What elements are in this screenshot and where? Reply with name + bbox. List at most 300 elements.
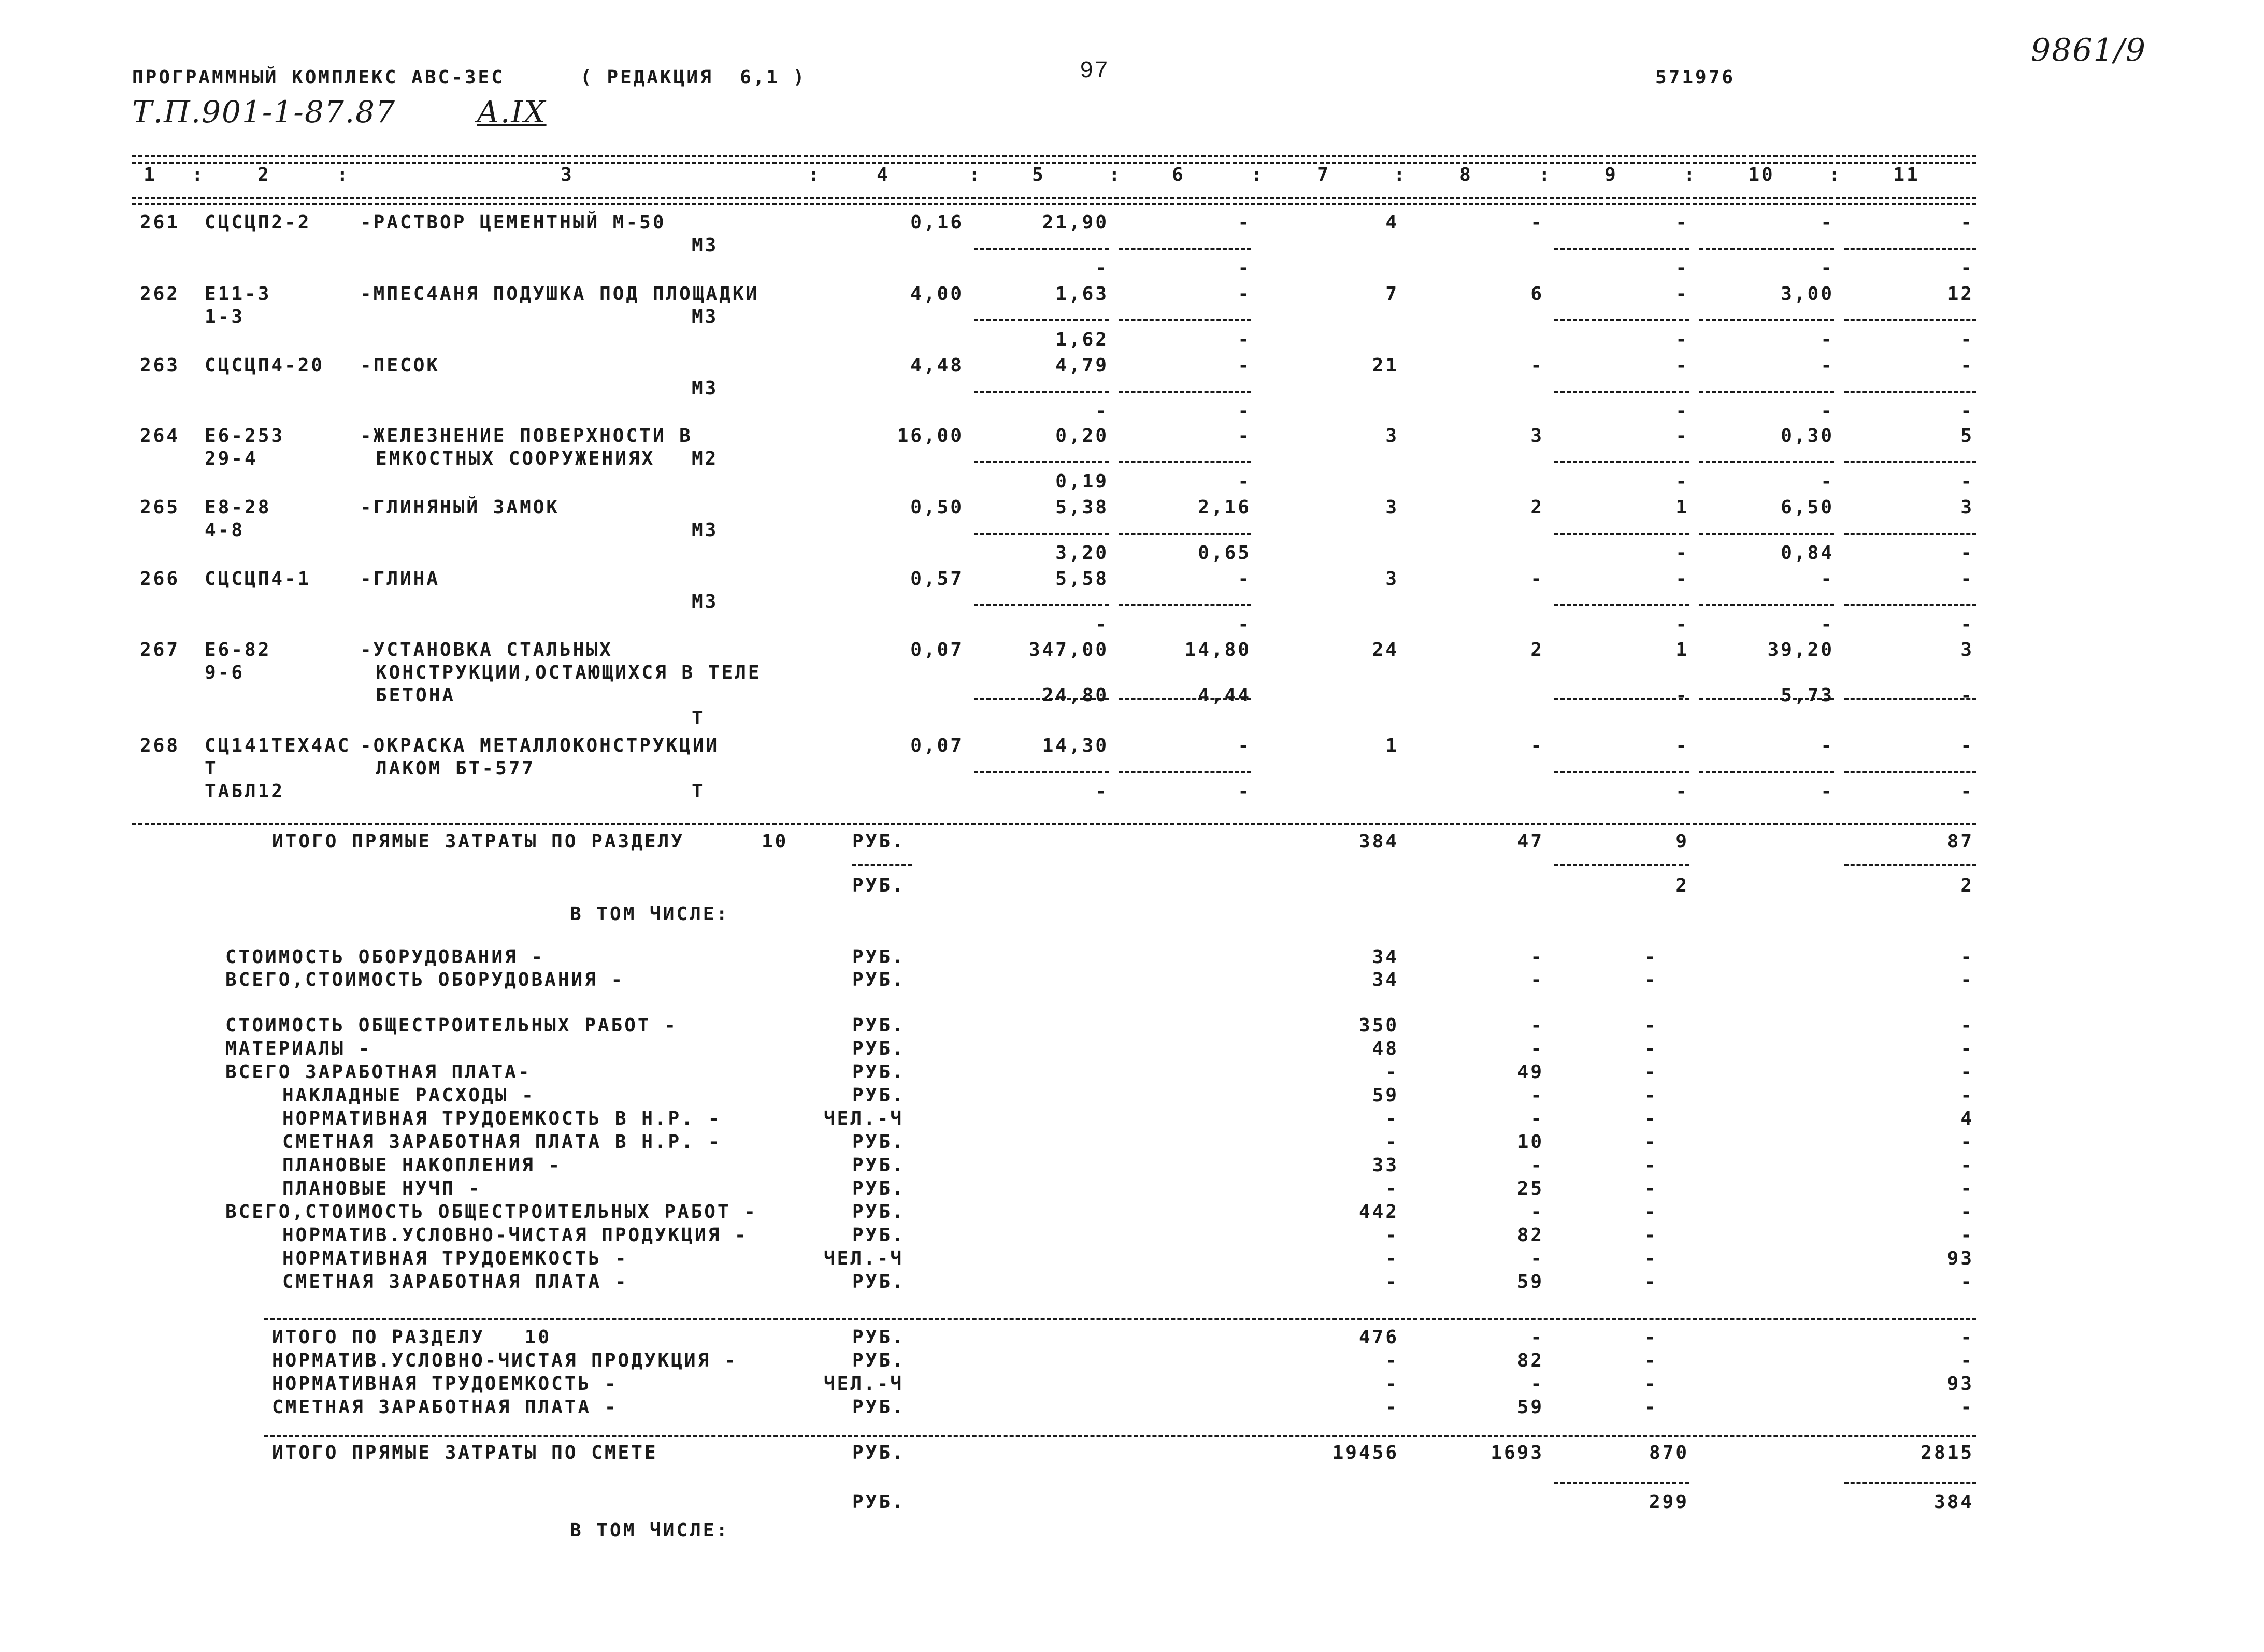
row-c6b: - [1238,781,1251,802]
summary-col11: - [1960,1350,1974,1371]
row-c9b: - [1675,614,1689,635]
summary-col8: - [1530,1201,1544,1223]
summary-col7: 442 [1358,1201,1399,1223]
row-c9b: - [1675,685,1689,706]
row-unit: Т [692,708,705,729]
row-name: -ГЛИНЯНЫЙ ЗАМОК [360,497,560,518]
cell-divider [1554,604,1689,606]
unit-underline [852,864,912,866]
cell-divider [1554,461,1689,463]
row-c8: 3 [1530,425,1544,447]
row-c11: - [1960,355,1974,376]
row-c9b: - [1675,400,1689,422]
summary-col9: - [1644,1131,1658,1153]
edition-label: ( РЕДАКЦИЯ 6,1 ) [580,67,807,88]
row-c5b: 24,80 [1042,685,1109,706]
row-c9: - [1675,283,1689,305]
row-c10: - [1821,568,1834,590]
row-c7: 3 [1385,425,1399,447]
grand-total-rule [264,1435,1976,1437]
col-header-6: 6 [1172,164,1185,185]
row-code-2: 29-4 [205,448,258,469]
row-c7: 4 [1385,212,1399,233]
summary-col8: 59 [1517,1271,1544,1292]
row-c11b: - [1960,329,1974,350]
handwritten-doc-ref: Т.П.901-1-87.87 [132,94,396,130]
summary-label: НОРМАТИВ.УСЛОВНО-ЧИСТАЯ ПРОДУКЦИЯ - [282,1225,748,1246]
cell-divider [1844,319,1976,321]
row-c8: - [1530,735,1544,756]
col-separator: : [1109,164,1122,185]
cell-divider [1699,604,1834,606]
summary-col11: - [1960,1397,1974,1418]
archive-stamp: 9861/9 [2031,32,2147,68]
row-unit: М3 [692,520,719,541]
row-c5b: - [1095,257,1109,279]
col9-underline [1554,864,1689,866]
col-separator: : [337,164,350,185]
section-total-col11-b: 2 [1960,875,1974,896]
row-c11: 5 [1960,425,1974,447]
row-name: -УСТАНОВКА СТАЛЬНЫХ [360,639,613,660]
summary-col7: 34 [1372,969,1399,990]
summary-unit: РУБ. [852,1061,906,1083]
summary-label: НОРМАТИВНАЯ ТРУДОЕМКОСТЬ В Н.Р. - [282,1108,722,1129]
col-header-11: 11 [1893,164,1920,185]
grand-total-col11-b: 384 [1933,1491,1974,1513]
summary-col11: 93 [1947,1248,1974,1269]
row-c10: 6,50 [1781,497,1834,518]
cell-divider [1554,319,1689,321]
summary-label: СМЕТНАЯ ЗАРАБОТНАЯ ПЛАТА - [272,1397,618,1418]
section-total-col9: 9 [1675,831,1689,852]
summary-label: НОРМАТИВНАЯ ТРУДОЕМКОСТЬ - [282,1248,628,1269]
row-c6b: - [1238,257,1251,279]
summary-col9: - [1644,1397,1658,1418]
summary-col9: - [1644,1061,1658,1083]
summary-label: СТОИМОСТЬ ОБЩЕСТРОИТЕЛЬНЫХ РАБОТ - [225,1015,678,1036]
summary-col11: - [1960,1271,1974,1292]
cell-divider [1119,771,1251,773]
col-separator: : [1394,164,1407,185]
row-c7: 21 [1372,355,1399,376]
row-c10: - [1821,355,1834,376]
header-rule-bottom [132,197,1976,199]
row-code-3: ТАБЛ12 [205,781,285,802]
row-c6: - [1238,425,1251,447]
row-c11: - [1960,212,1974,233]
row-c10b: - [1821,471,1834,492]
summary-unit: РУБ. [852,1178,906,1199]
handwritten-album: А.IX [477,94,547,130]
col9-underline [1554,1482,1689,1484]
summary-unit: ЧЕЛ.-Ч [824,1248,904,1269]
row-c5: 21,90 [1042,212,1109,233]
row-c11: - [1960,568,1974,590]
cell-divider [1699,461,1834,463]
cell-divider [974,391,1109,393]
row-unit: М3 [692,591,719,612]
row-code: СЦСЦП4-20 [205,355,325,376]
summary-col9: - [1644,1155,1658,1176]
summary-col7: - [1385,1225,1399,1246]
row-quantity: 16,00 [897,425,964,447]
row-c10b: - [1821,614,1834,635]
including-label: В ТОМ ЧИСЛЕ: [570,903,730,925]
cell-divider [1699,771,1834,773]
row-c10b: 5,73 [1781,685,1834,706]
row-c11: 3 [1960,497,1974,518]
row-code: Е11-3 [205,283,271,305]
summary-col7: 350 [1358,1015,1399,1036]
row-code-2: Т [205,758,218,779]
row-c11: 12 [1947,283,1974,305]
row-unit: М3 [692,306,719,327]
summary-unit: ЧЕЛ.-Ч [824,1373,904,1395]
summary-unit: РУБ. [852,946,906,968]
row-c6: - [1238,735,1251,756]
summary-col9: - [1644,1201,1658,1223]
summary-col7: 33 [1372,1155,1399,1176]
cell-divider [1119,391,1251,393]
header-rule-bottom-2 [132,203,1976,205]
summary-unit: ЧЕЛ.-Ч [824,1108,904,1129]
cell-divider [1844,698,1976,700]
row-c9: 1 [1675,497,1689,518]
row-c6b: 0,65 [1198,542,1251,564]
col11-underline [1844,864,1976,866]
row-c11b: - [1960,400,1974,422]
grand-total-col9: 870 [1649,1442,1689,1463]
summary-col9: - [1644,969,1658,990]
summary-label: ИТОГО ПО РАЗДЕЛУ 10 [272,1327,552,1348]
cell-divider [1844,248,1976,250]
summary-col7: - [1385,1178,1399,1199]
row-number: 262 [140,283,180,305]
summary-col7: 34 [1372,946,1399,968]
summary-col8: - [1530,946,1544,968]
row-name: -РАСТВОР ЦЕМЕНТНЫЙ М-50 [360,212,666,233]
row-quantity: 0,07 [910,735,964,756]
row-code-2: 4-8 [205,520,245,541]
row-c6b: - [1238,400,1251,422]
grand-total-col8: 1693 [1491,1442,1544,1463]
row-c5: 347,00 [1028,639,1109,660]
summary-col9: - [1644,1015,1658,1036]
summary-unit: РУБ. [852,969,906,990]
row-code: СЦСЦП4-1 [205,568,311,590]
row-c6: 14,80 [1184,639,1251,660]
row-c8: - [1530,568,1544,590]
section-summary-rule [264,1318,1976,1320]
summary-col9: - [1644,1085,1658,1106]
row-unit: М2 [692,448,719,469]
row-c7: 24 [1372,639,1399,660]
summary-col11: 4 [1960,1108,1974,1129]
col-header-4: 4 [877,164,890,185]
col-header-1: 1 [144,164,157,185]
row-unit: М3 [692,235,719,256]
row-name: -ОКРАСКА МЕТАЛЛОКОНСТРУКЦИИ [360,735,720,756]
summary-col9: - [1644,1178,1658,1199]
summary-col8: - [1530,1373,1544,1395]
cell-divider [1119,533,1251,535]
row-number: 268 [140,735,180,756]
cell-divider [1119,461,1251,463]
row-c6: 2,16 [1198,497,1251,518]
summary-unit: РУБ. [852,1038,906,1059]
cell-divider [974,461,1109,463]
row-c11b: - [1960,781,1974,802]
row-c10: 0,30 [1781,425,1834,447]
section-total-col7: 384 [1358,831,1399,852]
summary-label: СТОИМОСТЬ ОБОРУДОВАНИЯ - [225,946,545,968]
col11-underline [1844,1482,1976,1484]
summary-col7: - [1385,1350,1399,1371]
row-c11b: - [1960,471,1974,492]
including-label-2: В ТОМ ЧИСЛЕ: [570,1520,730,1541]
summary-col8: - [1530,1015,1544,1036]
row-c10: - [1821,212,1834,233]
row-code: Е6-253 [205,425,285,447]
col-separator: : [1684,164,1697,185]
cell-divider [974,533,1109,535]
cell-divider [1699,533,1834,535]
row-c9b: - [1675,257,1689,279]
row-unit: М3 [692,378,719,399]
summary-label: МАТЕРИАЛЫ - [225,1038,372,1059]
summary-col8: - [1530,1038,1544,1059]
cell-divider [1844,391,1976,393]
row-c11b: - [1960,685,1974,706]
row-c7: 1 [1385,735,1399,756]
cell-divider [1699,319,1834,321]
cell-divider [1699,391,1834,393]
row-c5: 4,79 [1055,355,1109,376]
section-number: 10 [762,831,789,852]
summary-unit: РУБ. [852,1350,906,1371]
summary-col11: - [1960,1061,1974,1083]
cell-divider [1844,771,1976,773]
section-total-col9-b: 2 [1675,875,1689,896]
row-c9b: - [1675,781,1689,802]
summary-unit: РУБ. [852,1271,906,1292]
row-quantity: 4,48 [910,355,964,376]
summary-label: ПЛАНОВЫЕ НАКОПЛЕНИЯ - [282,1155,562,1176]
summary-label: ПЛАНОВЫЕ НУЧП - [282,1178,482,1199]
section-total-rule [132,823,1976,825]
summary-col11: - [1960,1201,1974,1223]
row-name-2: ЛАКОМ БТ-577 [376,758,536,779]
row-c8: - [1530,212,1544,233]
program-title: ПРОГРАММНЫЙ КОМПЛЕКС АВС-3ЕС [132,67,505,88]
col-header-7: 7 [1317,164,1330,185]
summary-col9: - [1644,1225,1658,1246]
row-c9: - [1675,425,1689,447]
row-name: -МПЕС4АНЯ ПОДУШКА ПОД ПЛОЩАДКИ [360,283,760,305]
summary-col7: - [1385,1373,1399,1395]
row-quantity: 0,07 [910,639,964,660]
summary-col7: - [1385,1248,1399,1269]
grand-total-unit: РУБ. [852,1442,906,1463]
summary-label: ВСЕГО ЗАРАБОТНАЯ ПЛАТА- [225,1061,532,1083]
cell-divider [1844,533,1976,535]
row-c7: 3 [1385,497,1399,518]
row-c9b: - [1675,471,1689,492]
summary-label: НОРМАТИВНАЯ ТРУДОЕМКОСТЬ - [272,1373,618,1395]
cell-divider [1554,698,1689,700]
summary-col11: - [1960,1178,1974,1199]
col-header-5: 5 [1032,164,1045,185]
row-quantity: 4,00 [910,283,964,305]
row-c11b: - [1960,542,1974,564]
row-c9: - [1675,735,1689,756]
cell-divider [1119,698,1251,700]
row-code-2: 1-3 [205,306,245,327]
summary-label: ВСЕГО,СТОИМОСТЬ ОБЩЕСТРОИТЕЛЬНЫХ РАБОТ - [225,1201,757,1223]
cell-divider [1699,698,1834,700]
row-c10: 3,00 [1781,283,1834,305]
row-c10b: - [1821,329,1834,350]
row-number: 267 [140,639,180,660]
row-code: Е8-28 [205,497,271,518]
summary-col7: 48 [1372,1038,1399,1059]
section-total-unit-2: РУБ. [852,875,906,896]
summary-col9: - [1644,1350,1658,1371]
row-c5b: - [1095,614,1109,635]
row-c9: - [1675,212,1689,233]
row-code: Е6-82 [205,639,271,660]
summary-col9: - [1644,1108,1658,1129]
summary-col11: - [1960,1015,1974,1036]
row-c5b: 1,62 [1055,329,1109,350]
section-total-unit: РУБ. [852,831,906,852]
summary-col7: 59 [1372,1085,1399,1106]
header-rule-top [132,155,1976,157]
summary-label: ВСЕГО,СТОИМОСТЬ ОБОРУДОВАНИЯ - [225,969,625,990]
document-code: 571976 [1655,67,1736,88]
grand-total-col7: 19456 [1332,1442,1399,1463]
summary-col11: - [1960,1131,1974,1153]
row-c8: - [1530,355,1544,376]
row-number: 263 [140,355,180,376]
row-c11: - [1960,735,1974,756]
cell-divider [1699,248,1834,250]
row-name-3: БЕТОНА [376,685,456,706]
row-c10: - [1821,735,1834,756]
row-c7: 7 [1385,283,1399,305]
summary-col8: - [1530,1155,1544,1176]
col-header-2: 2 [257,164,271,185]
summary-col9: - [1644,946,1658,968]
summary-col11: - [1960,1327,1974,1348]
row-c5b: - [1095,781,1109,802]
summary-unit: РУБ. [852,1015,906,1036]
row-c10b: 0,84 [1781,542,1834,564]
section-total-col11: 87 [1947,831,1974,852]
summary-unit: РУБ. [852,1201,906,1223]
cell-divider [974,248,1109,250]
summary-label: СМЕТНАЯ ЗАРАБОТНАЯ ПЛАТА - [282,1271,628,1292]
row-c5: 0,20 [1055,425,1109,447]
summary-unit: РУБ. [852,1131,906,1153]
col-header-9: 9 [1604,164,1618,185]
section-total-col8: 47 [1517,831,1544,852]
row-code: СЦ141ТЕХ4АС [205,735,351,756]
row-number: 265 [140,497,180,518]
cell-divider [1554,391,1689,393]
row-c9b: - [1675,542,1689,564]
summary-col8: 82 [1517,1225,1544,1246]
row-c8: 2 [1530,639,1544,660]
summary-col7: - [1385,1108,1399,1129]
row-c5b: 3,20 [1055,542,1109,564]
summary-col7: - [1385,1061,1399,1083]
row-c7: 3 [1385,568,1399,590]
summary-col8: - [1530,1248,1544,1269]
row-c10b: - [1821,781,1834,802]
section-total-label: ИТОГО ПРЯМЫЕ ЗАТРАТЫ ПО РАЗДЕЛУ [272,831,684,852]
cell-divider [974,698,1109,700]
row-c11: 3 [1960,639,1974,660]
col-separator: : [808,164,822,185]
summary-col8: 59 [1517,1397,1544,1418]
summary-col7: - [1385,1131,1399,1153]
row-name: -ПЕСОК [360,355,440,376]
row-c5: 5,38 [1055,497,1109,518]
row-quantity: 0,50 [910,497,964,518]
cell-divider [1554,533,1689,535]
row-c9: - [1675,568,1689,590]
row-c6: - [1238,355,1251,376]
row-c11b: - [1960,257,1974,279]
summary-col9: - [1644,1373,1658,1395]
row-name-2: ЕМКОСТНЫХ СООРУЖЕНИЯХ [376,448,655,469]
summary-unit: РУБ. [852,1155,906,1176]
col-separator: : [969,164,982,185]
cell-divider [974,604,1109,606]
summary-unit: РУБ. [852,1327,906,1348]
summary-col9: - [1644,1327,1658,1348]
row-c6: - [1238,568,1251,590]
grand-total-label: ИТОГО ПРЯМЫЕ ЗАТРАТЫ ПО СМЕТЕ [272,1442,658,1463]
row-code: СЦСЦП2-2 [205,212,311,233]
summary-col8: 10 [1517,1131,1544,1153]
row-c8: 2 [1530,497,1544,518]
summary-col8: 82 [1517,1350,1544,1371]
summary-col11: - [1960,1038,1974,1059]
page-number: 97 [1080,57,1110,82]
col-separator: : [1829,164,1842,185]
cell-divider [1844,604,1976,606]
col-header-3: 3 [561,164,574,185]
row-c5: 14,30 [1042,735,1109,756]
row-number: 261 [140,212,180,233]
cell-divider [974,771,1109,773]
col-separator: : [1251,164,1265,185]
row-c6b: - [1238,614,1251,635]
row-c9b: - [1675,329,1689,350]
row-c6: - [1238,283,1251,305]
header-rule-top-2 [132,162,1976,164]
summary-col11: - [1960,1225,1974,1246]
row-number: 264 [140,425,180,447]
summary-col8: - [1530,1327,1544,1348]
grand-total-col11: 2815 [1921,1442,1974,1463]
summary-col7: 476 [1358,1327,1399,1348]
summary-label: СМЕТНАЯ ЗАРАБОТНАЯ ПЛАТА В Н.Р. - [282,1131,722,1153]
row-c6: - [1238,212,1251,233]
